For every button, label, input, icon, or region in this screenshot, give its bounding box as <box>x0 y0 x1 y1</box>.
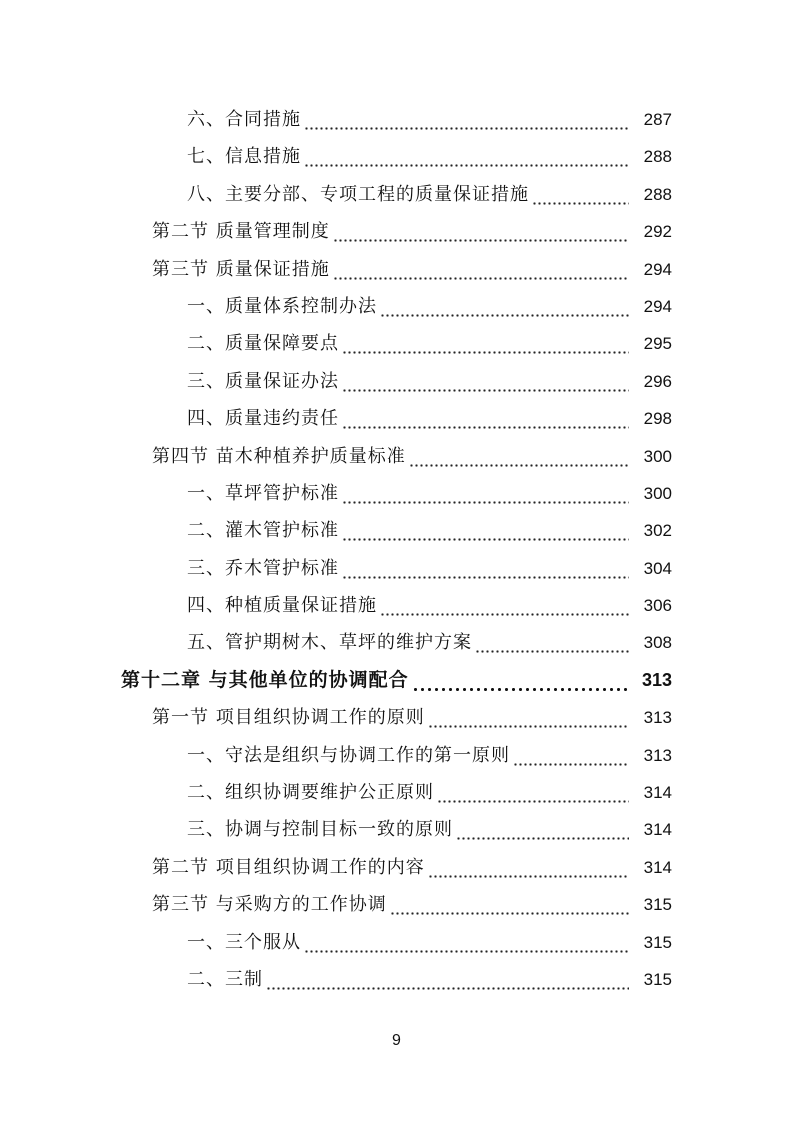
toc-entry-page: 313 <box>643 745 672 765</box>
dot-leader <box>513 737 629 774</box>
toc-entry-title: 二、灌木管护标准 <box>187 520 339 542</box>
toc-entry[interactable] <box>0 400 793 437</box>
dot-leader <box>342 400 629 437</box>
dot-leader <box>428 849 629 886</box>
toc-section-title: 第三节 质量保证措施 <box>152 258 330 280</box>
toc-entry[interactable] <box>0 325 793 362</box>
dot-leader <box>266 961 629 998</box>
dot-leader <box>342 363 629 400</box>
toc-section[interactable] <box>0 886 793 923</box>
toc-entry-page: 308 <box>643 633 672 653</box>
toc-entry-page: 314 <box>643 820 672 840</box>
toc-entry-page: 304 <box>643 558 672 578</box>
toc-section-title: 第一节 项目组织协调工作的原则 <box>152 707 425 729</box>
toc-entry[interactable] <box>0 737 793 774</box>
dot-leader <box>437 774 629 811</box>
dot-leader <box>342 550 629 587</box>
toc-entry[interactable] <box>0 363 793 400</box>
toc-entry[interactable] <box>0 475 793 512</box>
toc-entry-page: 287 <box>643 110 672 129</box>
toc-entry-page: 288 <box>643 147 672 167</box>
toc-entry-title: 三、质量保证办法 <box>187 370 339 392</box>
toc-chapter-page: 313 <box>641 669 672 690</box>
toc-section[interactable] <box>0 849 793 886</box>
toc-entry-title: 一、草坪管护标准 <box>187 482 339 504</box>
toc-entry[interactable] <box>0 961 793 998</box>
dot-leader <box>428 699 629 736</box>
dot-leader <box>304 138 629 175</box>
dot-leader <box>456 811 629 848</box>
toc-section-page: 314 <box>643 857 672 877</box>
toc-entry[interactable] <box>0 924 793 961</box>
toc-chapter[interactable] <box>0 662 793 699</box>
toc-entry[interactable] <box>0 138 793 175</box>
toc-entry-title: 三、乔木管护标准 <box>187 557 339 579</box>
dot-leader <box>380 587 629 624</box>
dot-leader <box>342 475 629 512</box>
toc-entry[interactable] <box>0 624 793 661</box>
toc-entry-title: 八、主要分部、专项工程的质量保证措施 <box>187 183 529 205</box>
dot-leader <box>342 325 629 362</box>
toc-entry-title: 七、信息措施 <box>187 146 301 168</box>
dot-leader <box>409 438 629 475</box>
toc-entry-title: 一、三个服从 <box>187 931 301 953</box>
toc-chapter-title: 第十二章 与其他单位的协调配合 <box>121 668 409 691</box>
toc-entry-page: 302 <box>643 521 672 541</box>
toc-entry-title: 一、守法是组织与协调工作的第一原则 <box>187 744 510 766</box>
toc-entry[interactable] <box>0 587 793 624</box>
toc-section[interactable] <box>0 438 793 475</box>
toc-section-title: 第三节 与采购方的工作协调 <box>152 894 387 916</box>
dot-leader <box>412 662 629 699</box>
table-of-contents <box>0 101 793 998</box>
toc-section-page: 292 <box>643 222 672 242</box>
toc-entry[interactable] <box>0 774 793 811</box>
toc-entry-title: 六、合同措施 <box>187 109 301 130</box>
toc-entry[interactable] <box>0 101 793 138</box>
toc-entry-title: 二、三制 <box>187 968 263 990</box>
dot-leader <box>390 886 629 923</box>
toc-entry-title: 五、管护期树木、草坪的维护方案 <box>187 632 472 654</box>
toc-entry-page: 306 <box>643 596 672 616</box>
toc-entry[interactable] <box>0 512 793 549</box>
toc-entry[interactable] <box>0 176 793 213</box>
toc-section[interactable] <box>0 251 793 288</box>
toc-section-page: 294 <box>643 259 672 279</box>
toc-entry-page: 300 <box>643 483 672 503</box>
toc-entry-page: 315 <box>643 969 672 989</box>
dot-leader <box>342 512 629 549</box>
dot-leader <box>304 101 629 138</box>
dot-leader <box>475 624 629 661</box>
toc-section-page: 313 <box>643 708 672 728</box>
toc-entry[interactable] <box>0 288 793 325</box>
toc-section-page: 315 <box>643 895 672 915</box>
toc-entry-page: 296 <box>643 371 672 391</box>
toc-section[interactable] <box>0 213 793 250</box>
toc-entry-title: 四、种植质量保证措施 <box>187 595 377 617</box>
toc-entry-page: 315 <box>643 932 672 952</box>
toc-entry[interactable] <box>0 811 793 848</box>
dot-leader <box>333 213 629 250</box>
toc-entry-title: 一、质量体系控制办法 <box>187 295 377 317</box>
toc-section-page: 300 <box>643 446 672 466</box>
toc-entry-page: 298 <box>643 409 672 429</box>
dot-leader <box>532 176 629 213</box>
toc-entry-page: 294 <box>643 296 672 316</box>
toc-section-title: 第四节 苗木种植养护质量标准 <box>152 445 406 467</box>
toc-entry-title: 二、质量保障要点 <box>187 333 339 355</box>
page-number: 9 <box>392 1032 401 1049</box>
toc-entry-title: 二、组织协调要维护公正原则 <box>187 782 434 804</box>
toc-entry-page: 288 <box>643 184 672 204</box>
toc-section[interactable] <box>0 699 793 736</box>
dot-leader <box>333 251 629 288</box>
toc-entry-page: 314 <box>643 783 672 803</box>
toc-entry-title: 三、协调与控制目标一致的原则 <box>187 819 453 841</box>
toc-entry[interactable] <box>0 550 793 587</box>
dot-leader <box>304 924 629 961</box>
toc-section-title: 第二节 质量管理制度 <box>152 221 330 243</box>
toc-entry-title: 四、质量违约责任 <box>187 408 339 430</box>
dot-leader <box>380 288 629 325</box>
toc-section-title: 第二节 项目组织协调工作的内容 <box>152 856 425 878</box>
toc-entry-page: 295 <box>643 334 672 354</box>
